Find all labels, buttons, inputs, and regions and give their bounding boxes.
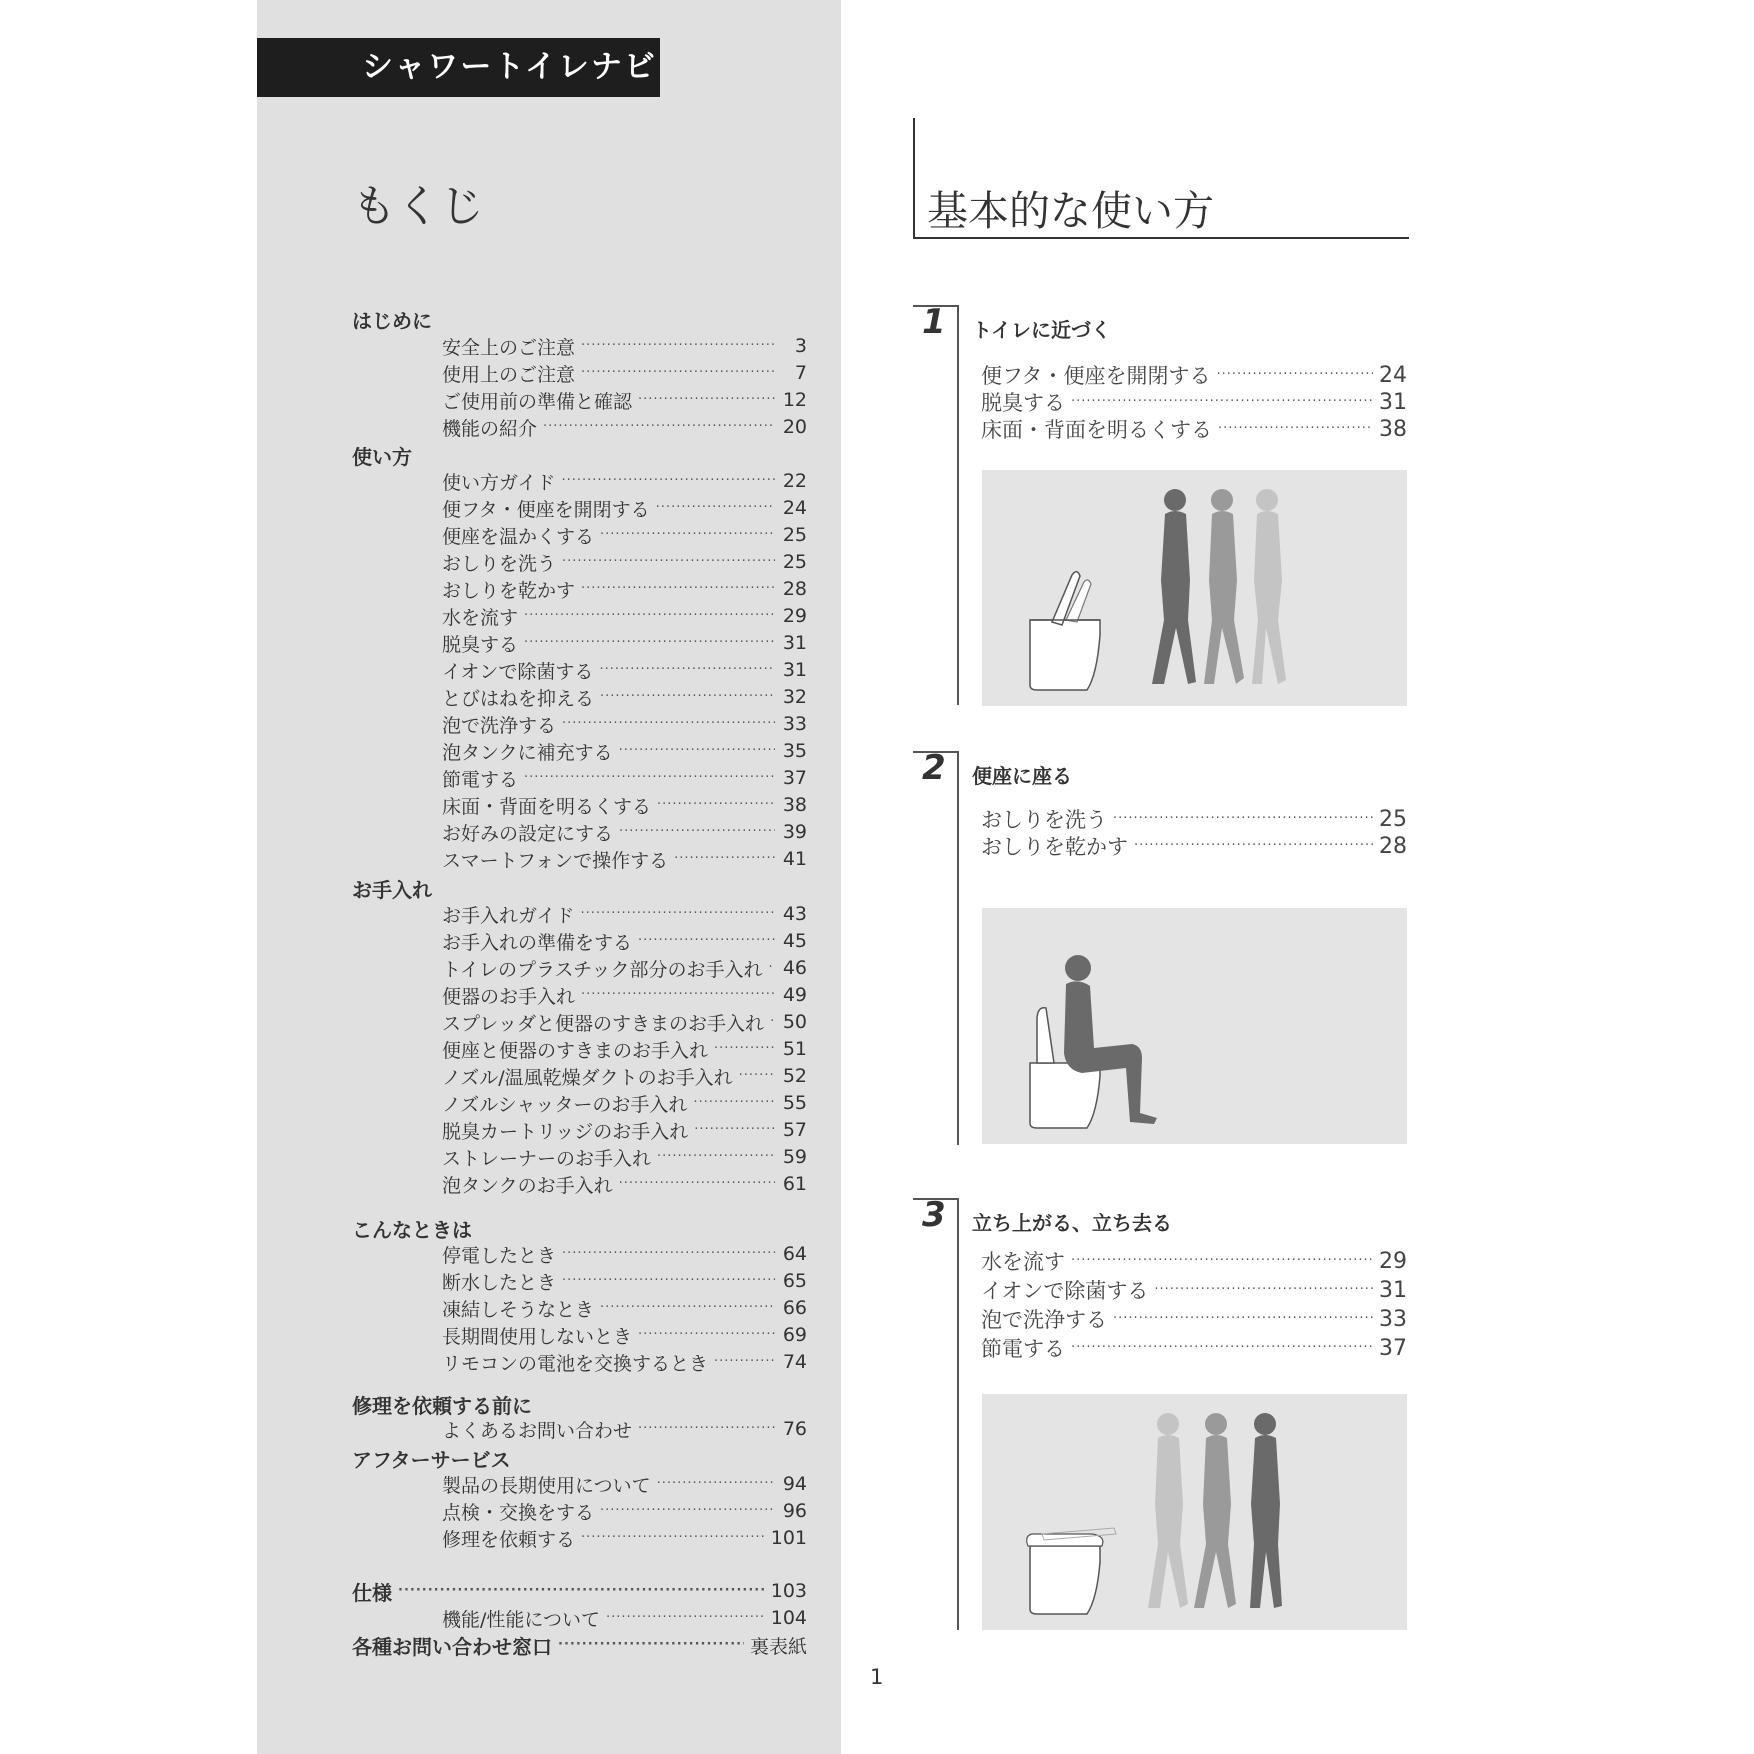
toc-entry[interactable]: ノズルシャッターのお手入れ ····· 55: [442, 1090, 807, 1116]
step-entry[interactable]: 水を流す ····· 29: [981, 1247, 1407, 1275]
toc-entry[interactable]: ノズル/温風乾燥ダクトのお手入れ ····· 52: [442, 1063, 807, 1089]
basic-usage-title: 基本的な使い方: [927, 187, 1214, 235]
leader-dots: [1218, 416, 1373, 442]
toc-entry[interactable]: 安全上のご注意 ····· 3: [442, 333, 807, 359]
step-title: トイレに近づく: [972, 318, 1111, 342]
leader-dots: [524, 630, 775, 656]
toc-entry[interactable]: 使用上のご注意 ····· 7: [442, 360, 807, 386]
toc-entry[interactable]: イオンで除菌する ····· 31: [442, 657, 807, 683]
leader-dots: [693, 1090, 775, 1116]
leader-dots: [638, 1416, 775, 1442]
leader-dots: [599, 657, 775, 683]
leader-dots: [562, 711, 775, 737]
toc-entry[interactable]: 便座と便器のすきまのお手入れ ····· 51: [442, 1036, 807, 1062]
leader-dots: [769, 955, 775, 981]
step-rule: [957, 305, 959, 705]
toc-section-heading: 修理を依頼する前に: [352, 1394, 532, 1418]
leader-dots: [581, 333, 775, 359]
leader-dots: [562, 1268, 775, 1294]
leader-dots: [619, 819, 775, 845]
step-entry[interactable]: 便フタ・便座を開閉する ····· 24: [981, 361, 1407, 389]
leader-dots: [600, 684, 775, 710]
leader-dots: [1071, 1335, 1373, 1361]
leader-dots: [1113, 806, 1373, 832]
toilet-open-lid-icon: [1030, 572, 1100, 690]
toc-entry[interactable]: おしりを乾かす ····· 28: [442, 576, 807, 602]
toc-entry[interactable]: リモコンの電池を交換するとき ····· 74: [442, 1349, 807, 1375]
toc-entry[interactable]: 床面・背面を明るくする ····· 38: [442, 792, 807, 818]
brand-banner: シャワートイレナビ: [257, 38, 660, 97]
leader-dots: [1134, 833, 1373, 859]
leader-dots: [638, 1322, 775, 1348]
toc-entry[interactable]: 停電したとき ····· 64: [442, 1241, 807, 1267]
toilet-closed-lid-icon: [1027, 1528, 1116, 1614]
toc-section-heading: アフターサービス: [352, 1448, 511, 1472]
toc-entry[interactable]: 点検・交換をする ····· 96: [442, 1498, 807, 1524]
toc-entry[interactable]: 便フタ・便座を開閉する ····· 24: [442, 495, 807, 521]
step-entry[interactable]: 脱臭する ····· 31: [981, 388, 1407, 416]
leader-dots: [1217, 362, 1373, 388]
person-walking-icon: [1252, 489, 1286, 684]
step-number: 1: [922, 302, 946, 342]
leader-dots: [581, 1525, 765, 1551]
toc-section-heading: はじめに: [352, 309, 432, 333]
toc-entry[interactable]: おしりを洗う ····· 25: [442, 549, 807, 575]
person-walking-icon: [1148, 1413, 1188, 1608]
toc-entry[interactable]: お好みの設定にする ····· 39: [442, 819, 807, 845]
leader-dots: [1071, 389, 1373, 415]
toc-entry[interactable]: お手入れガイド ····· 43: [442, 901, 807, 927]
leader-dots: [524, 765, 775, 791]
leader-dots: [739, 1063, 775, 1089]
leader-dots: [580, 901, 775, 927]
toc-entry[interactable]: 凍結しそうなとき ····· 66: [442, 1295, 807, 1321]
toc-entry[interactable]: 便器のお手入れ ····· 49: [442, 982, 807, 1008]
step-entry[interactable]: おしりを洗う ····· 25: [981, 805, 1407, 833]
toc-entry-contact[interactable]: 各種お問い合わせ窓口 ····· 裏表紙: [352, 1632, 807, 1658]
person-walking-icon: [1250, 1413, 1282, 1608]
step-rule: [957, 1198, 959, 1630]
step-title: 立ち上がる、立ち去る: [972, 1211, 1172, 1235]
leader-dots: [638, 387, 775, 413]
leaving-illustration: [982, 1394, 1407, 1630]
leader-dots: [657, 1471, 775, 1497]
leader-dots: [694, 1117, 775, 1143]
toc-section-heading: お手入れ: [352, 878, 432, 902]
toc-entry[interactable]: 修理を依頼する ····· 101: [442, 1525, 807, 1551]
leader-dots: [581, 982, 775, 1008]
toc-entry[interactable]: ご使用前の準備と確認 ····· 12: [442, 387, 807, 413]
leader-dots: [561, 468, 775, 494]
step-entry[interactable]: 泡で洗浄する ····· 33: [981, 1305, 1407, 1333]
toc-entry[interactable]: ストレーナーのお手入れ ····· 59: [442, 1144, 807, 1170]
toc-section-heading: こんなときは: [352, 1218, 472, 1242]
sitting-illustration: [982, 908, 1407, 1144]
leader-dots: [714, 1349, 775, 1375]
person-walking-icon: [1194, 1413, 1236, 1608]
leader-dots: [770, 1009, 775, 1035]
leader-dots: [562, 549, 775, 575]
step-number: 2: [922, 748, 946, 788]
leader-dots: [581, 576, 775, 602]
leader-dots: [674, 846, 775, 872]
toc-entry-spec[interactable]: 仕様 ····· 103: [352, 1578, 807, 1604]
toc-entry[interactable]: スマートフォンで操作する ····· 41: [442, 846, 807, 872]
leader-dots: [657, 1144, 775, 1170]
leader-dots: [606, 1605, 765, 1631]
leader-dots: [1071, 1248, 1373, 1274]
toc-entry[interactable]: 断水したとき ····· 65: [442, 1268, 807, 1294]
title-rule-vertical: [913, 118, 915, 238]
leader-dots: [600, 1295, 775, 1321]
toc-title: もくじ: [352, 181, 484, 232]
toc-section-heading: 使い方: [352, 445, 412, 469]
toc-entry[interactable]: お手入れの準備をする ····· 45: [442, 928, 807, 954]
toc-entry[interactable]: とびはねを抑える ····· 32: [442, 684, 807, 710]
leader-dots: [1113, 1306, 1373, 1332]
person-walking-icon: [1204, 489, 1244, 684]
step-entry[interactable]: 節電する ····· 37: [981, 1334, 1407, 1362]
approach-toilet-illustration: [982, 470, 1407, 706]
leader-dots: [600, 522, 775, 548]
toc-entry[interactable]: スプレッダと便器のすきまのお手入れ ····· 50: [442, 1009, 807, 1035]
toc-entry[interactable]: 泡で洗浄する ····· 33: [442, 711, 807, 737]
step-rule: [957, 751, 959, 1145]
leader-dots: [558, 1632, 744, 1658]
toc-entry[interactable]: 機能/性能について ····· 104: [442, 1605, 807, 1631]
leader-dots: [657, 792, 775, 818]
toc-entry[interactable]: 水を流す ····· 29: [442, 603, 807, 629]
toc-entry[interactable]: トイレのプラスチック部分のお手入れ ····· 46: [442, 955, 807, 981]
person-walking-icon: [1152, 489, 1196, 684]
leader-dots: [1154, 1277, 1373, 1303]
step-title: 便座に座る: [972, 764, 1072, 788]
leader-dots: [581, 360, 775, 386]
leader-dots: [619, 738, 775, 764]
leader-dots: [524, 603, 775, 629]
toc-entry[interactable]: 泡タンクのお手入れ ····· 61: [442, 1171, 807, 1197]
step-entry[interactable]: おしりを乾かす ····· 28: [981, 832, 1407, 860]
leader-dots: [543, 414, 775, 440]
leader-dots: [562, 1241, 775, 1267]
title-rule-horizontal: [913, 237, 1409, 239]
toc-entry[interactable]: 脱臭する ····· 31: [442, 630, 807, 656]
step-entry[interactable]: イオンで除菌する ····· 31: [981, 1276, 1407, 1304]
leader-dots: [619, 1171, 775, 1197]
leader-dots: [714, 1036, 775, 1062]
leader-dots: [398, 1578, 765, 1604]
toc-entry[interactable]: よくあるお問い合わせ ····· 76: [442, 1416, 807, 1442]
leader-dots: [600, 1498, 775, 1524]
toc-entry[interactable]: 長期間使用しないとき ····· 69: [442, 1322, 807, 1348]
toc-entry[interactable]: 機能の紹介 ····· 20: [442, 414, 807, 440]
toc-entry[interactable]: 節電する ····· 37: [442, 765, 807, 791]
toc-entry[interactable]: 泡タンクに補充する ····· 35: [442, 738, 807, 764]
toc-entry[interactable]: 製品の長期使用について ····· 94: [442, 1471, 807, 1497]
toc-entry[interactable]: 使い方ガイド ····· 22: [442, 468, 807, 494]
toc-entry[interactable]: 脱臭カートリッジのお手入れ ····· 57: [442, 1117, 807, 1143]
page-number: 1: [870, 1665, 884, 1689]
step-number: 3: [922, 1195, 946, 1235]
step-entry[interactable]: 床面・背面を明るくする ····· 38: [981, 415, 1407, 443]
leader-dots: [638, 928, 775, 954]
toc-entry[interactable]: 便座を温かくする ····· 25: [442, 522, 807, 548]
leader-dots: [656, 495, 775, 521]
